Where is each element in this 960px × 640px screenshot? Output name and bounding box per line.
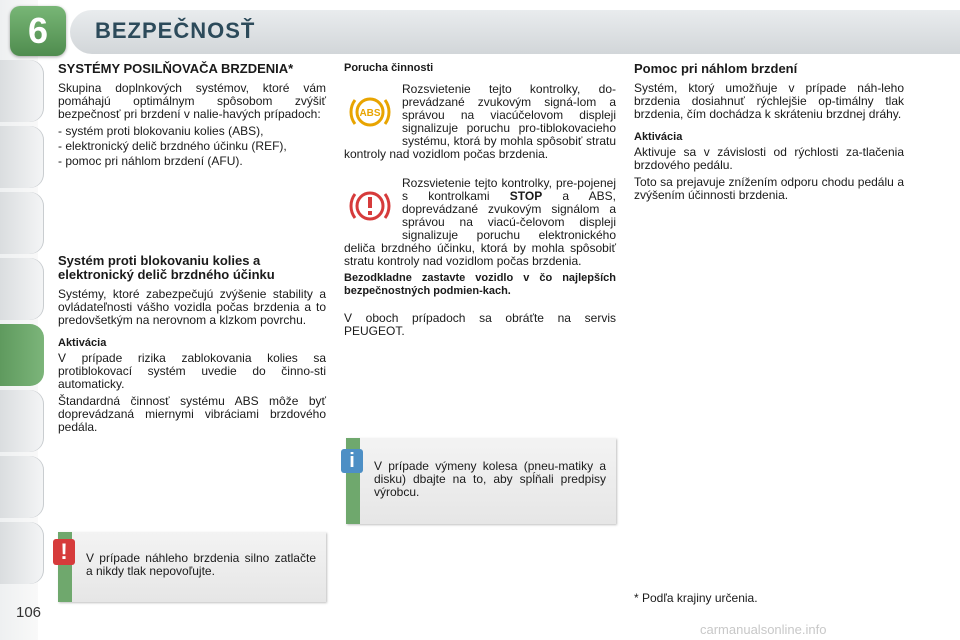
list-item: - elektronický delič brzdného účinku (REF), xyxy=(58,139,287,153)
system-list xyxy=(58,125,326,168)
section-title-abs-ref: Systém proti blokovaniu kolies a elektronický delič brzdného účinku xyxy=(58,253,275,282)
chapter-number-badge: 6 xyxy=(10,6,66,56)
list-item: - systém proti blokovaniu kolies (ABS), xyxy=(58,124,264,138)
info-note-box xyxy=(346,438,616,524)
failure-paragraph-ref: Rozsvietenie tejto kontrolky, pre-pojenej s kontrolkami STOP a ABS, doprevádzané zvukovým signálom a správou na viacú-čelovom displeji signalizuje poruchu elektronického deliča brzdného účinku, ktorá by mohla spôsobiť stratu kontroly nad vozidlom počas brzdenia. xyxy=(344,176,616,268)
section-title-afu: Pomoc pri náhlom brzdení xyxy=(634,61,798,76)
warning-icon: ! xyxy=(53,539,75,565)
activation-paragraph: Toto sa prejavuje znížením odporu chodu pedálu a zvýšením účinnosti brzdenia. xyxy=(634,175,904,202)
column-left xyxy=(58,62,326,438)
chapter-tab-active[interactable] xyxy=(0,324,44,386)
section-paragraph: Systémy, ktoré zabezpečujú zvýšenie stability a ovládateľnosti vášho vozidla počas brzdenia a to predovšetkým na nerovnom a klzkom povrchu. xyxy=(58,287,326,327)
chapter-tab-2[interactable] xyxy=(0,126,44,188)
warning-note-text: V prípade náhleho brzdenia silno zatlačte a nikdy tlak nepovoľujte. xyxy=(86,551,316,578)
footnote: * Podľa krajiny určenia. xyxy=(634,591,758,605)
chapter-tab-4[interactable] xyxy=(0,258,44,320)
failure-paragraph-abs: Rozsvietenie tejto kontrolky, do-prevádzané zvukovým signá-lom a správou na viacúčelovom displeji signalizuje poruchu pro-tiblokovacieho systému, ktorá by mohla spôsobiť stratu kontroly nad vozidlom počas brzdenia. xyxy=(344,82,616,161)
info-icon: i xyxy=(341,449,363,473)
watermark: carmanualsonline.info xyxy=(700,622,827,637)
chapter-tab-7[interactable] xyxy=(0,456,44,518)
page-title: BEZPEČNOSŤ xyxy=(95,18,256,43)
info-note-text: V prípade výmeny kolesa (pneu-matiky a disku) dbajte na to, aby spĺňali predpisy výrobcu. xyxy=(374,459,606,499)
page-number: 106 xyxy=(16,604,42,621)
afu-paragraph: Systém, ktorý umožňuje v prípade náh-leho brzdenia dosiahnuť rýchlejšie op-timálny tlak brzdenia, čím dochádza k skráteniu brzdnej dráhy. xyxy=(634,81,904,121)
warning-note-box xyxy=(58,532,326,602)
chapter-tab-3[interactable] xyxy=(0,192,44,254)
column-right xyxy=(634,62,904,206)
failure-heading: Porucha činnosti xyxy=(344,62,434,74)
abs-icon-label: ABS xyxy=(359,108,381,119)
activation-paragraph: Aktivuje sa v závislosti od rýchlosti za-tlačenia brzdového pedálu. xyxy=(634,145,904,172)
activation-heading: Aktivácia xyxy=(634,131,683,143)
stop-vehicle-warning: Bezodkladne zastavte vozidlo v čo najlepších bezpečnostných podmien-kach. xyxy=(344,272,616,297)
list-item: - pomoc pri náhlom brzdení (AFU). xyxy=(58,154,243,168)
chapter-tab-8[interactable] xyxy=(0,522,44,584)
service-paragraph: V oboch prípadoch sa obráťte na servis PEUGEOT. xyxy=(344,311,616,338)
chapter-tab-1[interactable] xyxy=(0,60,44,122)
section-paragraph: Skupina doplnkových systémov, ktoré vám pomáhajú optimálnym spôsobom zvýšiť bezpečnosť pri brzdení v nalie-havých prípadoch: xyxy=(58,81,326,121)
activation-heading: Aktivácia xyxy=(58,337,107,349)
column-middle xyxy=(344,62,616,342)
chapter-tab-6[interactable] xyxy=(0,390,44,452)
stop-label: STOP xyxy=(509,189,543,203)
brake-warning-lamp-icon xyxy=(344,181,396,231)
abs-warning-lamp-icon xyxy=(344,87,396,137)
activation-paragraph: Štandardná činnosť systému ABS môže byť doprevádzaná miernymi vibráciami brzdového pedála. xyxy=(58,394,326,434)
activation-paragraph: V prípade rizika zablokovania kolies sa protiblokovací systém uvedie do činno-sti automaticky. xyxy=(58,351,326,391)
section-title-brake-assist-systems: SYSTÉMY POSILŇOVAČA BRZDENIA* xyxy=(58,61,294,76)
